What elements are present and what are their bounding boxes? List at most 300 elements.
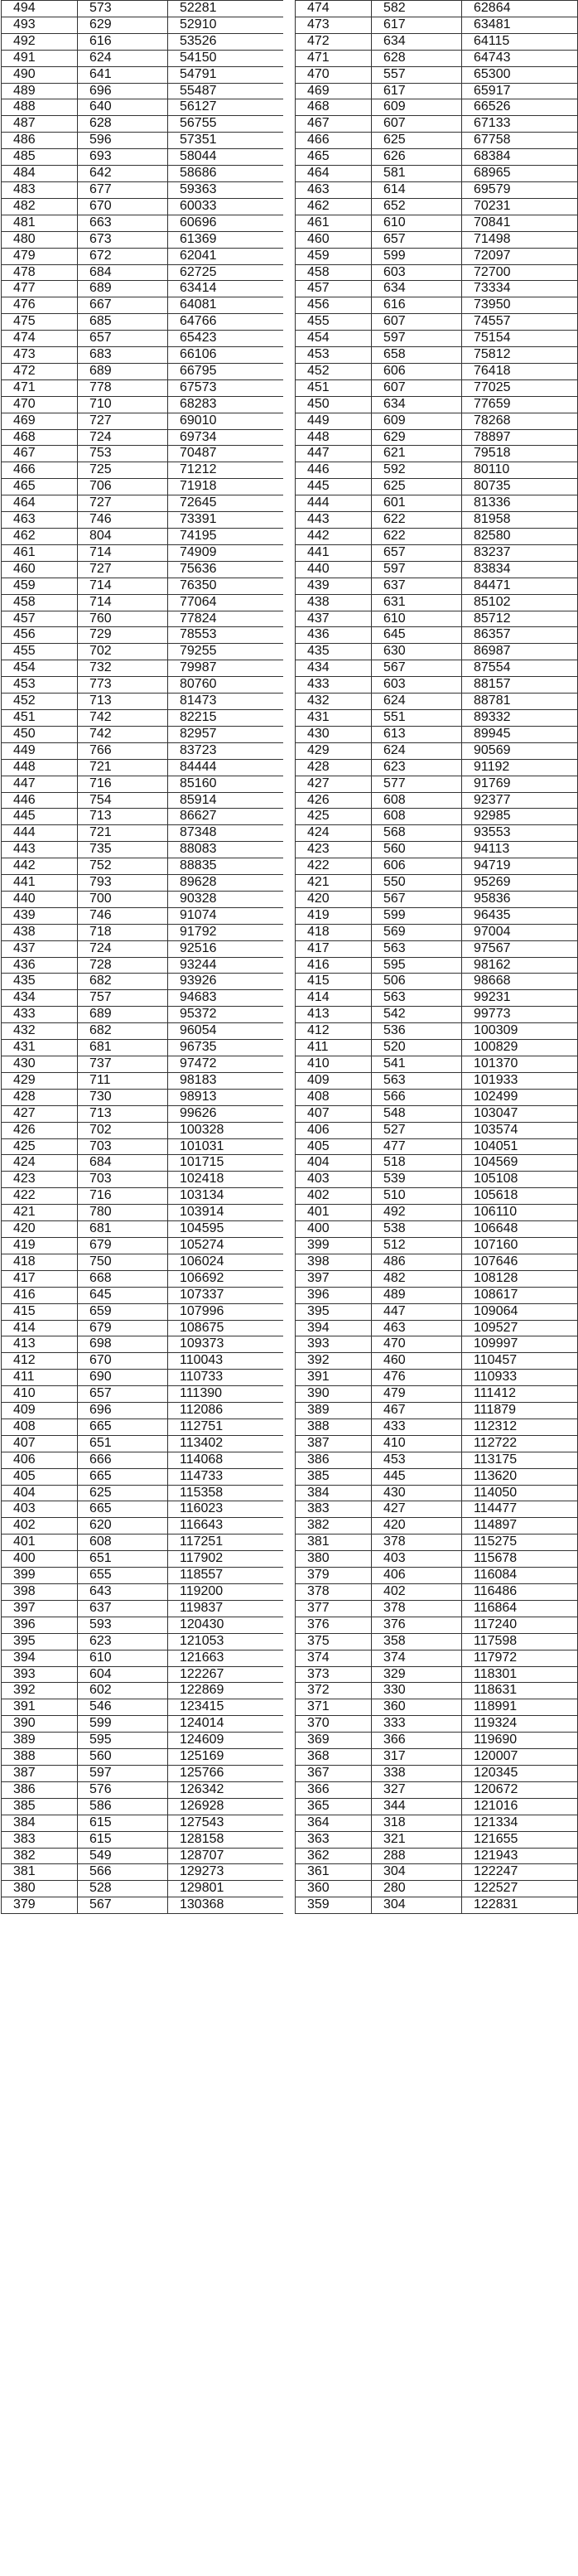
cumulative-cell: 119837 — [168, 1600, 284, 1617]
cumulative-cell: 69734 — [168, 429, 284, 446]
count-cell: 613 — [372, 726, 462, 742]
count-cell: 528 — [78, 1881, 168, 1897]
score-cell: 436 — [296, 627, 372, 644]
table-row — [2, 413, 284, 429]
table-row — [2, 1040, 284, 1056]
count-cell: 690 — [78, 1370, 168, 1386]
count-cell: 628 — [372, 50, 462, 66]
count-cell: 657 — [372, 544, 462, 561]
count-cell: 304 — [372, 1864, 462, 1881]
cumulative-cell: 102499 — [462, 1089, 578, 1105]
table-row — [2, 907, 284, 924]
cumulative-cell: 79987 — [168, 660, 284, 677]
table-row — [2, 924, 284, 940]
table-row — [296, 1798, 578, 1815]
count-cell: 702 — [78, 1122, 168, 1138]
count-cell: 366 — [372, 1733, 462, 1749]
count-cell: 657 — [372, 231, 462, 248]
count-cell: 724 — [78, 940, 168, 957]
score-cell: 482 — [2, 198, 78, 215]
cumulative-cell: 87554 — [462, 660, 578, 677]
cumulative-cell: 90569 — [462, 742, 578, 759]
table-row — [296, 1403, 578, 1419]
cumulative-cell: 91192 — [462, 759, 578, 776]
table-row — [296, 660, 578, 677]
table-row — [296, 66, 578, 83]
cumulative-cell: 71498 — [462, 231, 578, 248]
score-cell: 439 — [296, 578, 372, 594]
count-cell: 317 — [372, 1749, 462, 1766]
score-cell: 441 — [296, 544, 372, 561]
cumulative-cell: 109064 — [462, 1303, 578, 1320]
cumulative-cell: 67133 — [462, 116, 578, 133]
count-cell: 677 — [78, 181, 168, 198]
cumulative-cell: 71212 — [168, 462, 284, 479]
table-row — [2, 1221, 284, 1238]
count-cell: 682 — [78, 974, 168, 990]
score-cell: 464 — [2, 495, 78, 512]
score-cell: 406 — [296, 1122, 372, 1138]
cumulative-cell: 109373 — [168, 1336, 284, 1353]
cumulative-cell: 88835 — [168, 858, 284, 875]
table-row — [296, 1518, 578, 1534]
score-cell: 367 — [296, 1765, 372, 1781]
score-cell: 459 — [296, 248, 372, 264]
score-cell: 401 — [2, 1534, 78, 1551]
table-row — [296, 677, 578, 694]
count-cell: 344 — [372, 1798, 462, 1815]
count-cell: 430 — [372, 1485, 462, 1501]
count-cell: 667 — [78, 297, 168, 314]
cumulative-cell: 94113 — [462, 842, 578, 858]
count-cell: 659 — [78, 1303, 168, 1320]
table-row — [296, 1040, 578, 1056]
score-cell: 394 — [2, 1650, 78, 1666]
cumulative-cell: 91792 — [168, 924, 284, 940]
count-cell: 304 — [372, 1897, 462, 1914]
table-row — [296, 116, 578, 133]
count-cell: 645 — [372, 627, 462, 644]
count-cell: 620 — [78, 1518, 168, 1534]
cumulative-cell: 107337 — [168, 1287, 284, 1303]
score-cell: 369 — [296, 1733, 372, 1749]
count-cell: 624 — [78, 50, 168, 66]
cumulative-cell: 122831 — [462, 1897, 578, 1914]
cumulative-cell: 103914 — [168, 1205, 284, 1221]
score-cell: 469 — [2, 413, 78, 429]
count-cell: 445 — [372, 1468, 462, 1485]
table-row — [296, 1617, 578, 1633]
count-cell: 614 — [372, 181, 462, 198]
table-row — [296, 957, 578, 974]
score-cell: 490 — [2, 66, 78, 83]
cumulative-cell: 67573 — [168, 379, 284, 396]
score-cell: 465 — [2, 479, 78, 495]
count-cell: 610 — [78, 1650, 168, 1666]
table-row — [2, 974, 284, 990]
score-cell: 392 — [2, 1683, 78, 1699]
count-cell: 606 — [372, 363, 462, 379]
score-cell: 383 — [296, 1501, 372, 1518]
score-cell: 442 — [2, 858, 78, 875]
cumulative-cell: 116084 — [462, 1568, 578, 1584]
cumulative-cell: 80735 — [462, 479, 578, 495]
table-row — [296, 231, 578, 248]
score-cell: 393 — [296, 1336, 372, 1353]
cumulative-cell: 85712 — [462, 611, 578, 627]
count-cell: 476 — [372, 1370, 462, 1386]
cumulative-cell: 118991 — [462, 1699, 578, 1716]
count-cell: 460 — [372, 1353, 462, 1370]
count-cell: 716 — [78, 776, 168, 792]
score-cell: 479 — [2, 248, 78, 264]
count-cell: 651 — [78, 1551, 168, 1568]
count-cell: 696 — [78, 83, 168, 99]
cumulative-cell: 106648 — [462, 1221, 578, 1238]
score-cell: 467 — [296, 116, 372, 133]
cumulative-cell: 119200 — [168, 1584, 284, 1601]
cumulative-cell: 109997 — [462, 1336, 578, 1353]
count-cell: 617 — [372, 17, 462, 33]
table-row — [296, 99, 578, 116]
count-cell: 546 — [78, 1699, 168, 1716]
cumulative-cell: 70487 — [168, 446, 284, 462]
table-row — [2, 940, 284, 957]
count-cell: 689 — [78, 281, 168, 297]
score-cell: 399 — [2, 1568, 78, 1584]
score-cell: 471 — [296, 50, 372, 66]
table-row — [2, 1205, 284, 1221]
score-cell: 478 — [2, 264, 78, 281]
count-cell: 630 — [372, 644, 462, 660]
table-row — [2, 116, 284, 133]
table-gap — [283, 0, 295, 2576]
table-row — [296, 858, 578, 875]
count-cell: 378 — [372, 1600, 462, 1617]
count-cell: 728 — [78, 957, 168, 974]
cumulative-cell: 77064 — [168, 594, 284, 611]
cumulative-cell: 91769 — [462, 776, 578, 792]
count-cell: 376 — [372, 1617, 462, 1633]
score-cell: 408 — [296, 1089, 372, 1105]
count-cell: 683 — [78, 347, 168, 364]
score-cell: 395 — [2, 1633, 78, 1650]
table-row — [2, 1138, 284, 1155]
count-cell: 568 — [372, 825, 462, 842]
cumulative-cell: 64766 — [168, 314, 284, 331]
left-table-body — [2, 1, 284, 1914]
table-row — [2, 1633, 284, 1650]
score-cell: 485 — [2, 149, 78, 166]
score-cell: 433 — [296, 677, 372, 694]
score-cell: 430 — [2, 1056, 78, 1073]
count-cell: 668 — [78, 1270, 168, 1287]
count-cell: 634 — [372, 33, 462, 50]
table-row — [296, 1336, 578, 1353]
table-row — [296, 1600, 578, 1617]
table-row — [2, 1683, 284, 1699]
count-cell: 716 — [78, 1188, 168, 1205]
cumulative-cell: 108128 — [462, 1270, 578, 1287]
count-cell: 595 — [372, 957, 462, 974]
table-row — [296, 825, 578, 842]
table-row — [2, 1435, 284, 1452]
cumulative-cell: 91074 — [168, 907, 284, 924]
cumulative-cell: 122247 — [462, 1864, 578, 1881]
score-cell: 410 — [2, 1386, 78, 1403]
score-cell: 413 — [2, 1336, 78, 1353]
cumulative-cell: 120007 — [462, 1749, 578, 1766]
table-row — [296, 479, 578, 495]
table-row — [296, 413, 578, 429]
score-cell: 416 — [2, 1287, 78, 1303]
score-cell: 394 — [296, 1320, 372, 1336]
score-cell: 449 — [296, 413, 372, 429]
table-row — [296, 1666, 578, 1683]
score-cell: 407 — [296, 1105, 372, 1122]
cumulative-cell: 116643 — [168, 1518, 284, 1534]
score-cell: 383 — [2, 1831, 78, 1848]
table-row — [296, 627, 578, 644]
score-cell: 421 — [2, 1205, 78, 1221]
score-cell: 432 — [2, 1023, 78, 1040]
cumulative-cell: 97004 — [462, 924, 578, 940]
count-cell: 603 — [372, 677, 462, 694]
table-row — [296, 1650, 578, 1666]
score-cell: 397 — [2, 1600, 78, 1617]
table-row — [2, 1370, 284, 1386]
table-row — [296, 1056, 578, 1073]
table-row — [2, 1485, 284, 1501]
score-cell: 424 — [296, 825, 372, 842]
table-row — [296, 495, 578, 512]
score-cell: 391 — [2, 1699, 78, 1716]
count-cell: 665 — [78, 1468, 168, 1485]
score-cell: 415 — [296, 974, 372, 990]
count-cell: 742 — [78, 709, 168, 726]
table-row — [2, 1023, 284, 1040]
score-cell: 434 — [296, 660, 372, 677]
cumulative-cell: 68384 — [462, 149, 578, 166]
cumulative-cell: 72645 — [168, 495, 284, 512]
score-cell: 378 — [296, 1584, 372, 1601]
count-cell: 698 — [78, 1336, 168, 1353]
score-cell: 418 — [296, 924, 372, 940]
cumulative-cell: 93926 — [168, 974, 284, 990]
count-cell: 625 — [372, 479, 462, 495]
count-cell: 539 — [372, 1172, 462, 1188]
table-row — [296, 544, 578, 561]
score-cell: 365 — [296, 1798, 372, 1815]
table-row — [296, 83, 578, 99]
table-row — [296, 363, 578, 379]
count-cell: 658 — [372, 347, 462, 364]
score-cell: 380 — [2, 1881, 78, 1897]
count-cell: 616 — [78, 33, 168, 50]
cumulative-cell: 66795 — [168, 363, 284, 379]
count-cell: 651 — [78, 1435, 168, 1452]
score-cell: 412 — [296, 1023, 372, 1040]
score-cell: 451 — [2, 709, 78, 726]
score-cell: 427 — [296, 776, 372, 792]
left-score-table — [1, 0, 284, 1914]
cumulative-cell: 127543 — [168, 1815, 284, 1831]
count-cell: 713 — [78, 1105, 168, 1122]
score-cell: 396 — [2, 1617, 78, 1633]
cumulative-cell: 114050 — [462, 1485, 578, 1501]
cumulative-cell: 88781 — [462, 694, 578, 710]
count-cell: 280 — [372, 1881, 462, 1897]
count-cell: 610 — [372, 611, 462, 627]
count-cell: 672 — [78, 248, 168, 264]
count-cell: 670 — [78, 1353, 168, 1370]
table-row — [2, 611, 284, 627]
count-cell: 727 — [78, 495, 168, 512]
table-row — [296, 1749, 578, 1766]
score-cell: 434 — [2, 990, 78, 1007]
score-cell: 362 — [296, 1848, 372, 1864]
count-cell: 684 — [78, 264, 168, 281]
score-cell: 386 — [2, 1781, 78, 1798]
count-cell: 714 — [78, 594, 168, 611]
count-cell: 804 — [78, 529, 168, 545]
cumulative-cell: 68965 — [462, 166, 578, 182]
table-row — [296, 331, 578, 347]
table-row — [296, 1551, 578, 1568]
count-cell: 433 — [372, 1418, 462, 1435]
count-cell: 693 — [78, 149, 168, 166]
score-cell: 436 — [2, 957, 78, 974]
count-cell: 510 — [372, 1188, 462, 1205]
score-cell: 466 — [296, 133, 372, 149]
score-cell: 492 — [2, 33, 78, 50]
cumulative-cell: 121943 — [462, 1848, 578, 1864]
count-cell: 793 — [78, 875, 168, 892]
score-cell: 395 — [296, 1303, 372, 1320]
table-row — [296, 611, 578, 627]
cumulative-cell: 78553 — [168, 627, 284, 644]
table-row — [2, 578, 284, 594]
table-row — [2, 1336, 284, 1353]
score-cell: 397 — [296, 1270, 372, 1287]
table-row — [296, 1353, 578, 1370]
score-cell: 413 — [296, 1007, 372, 1023]
score-cell: 448 — [2, 759, 78, 776]
count-cell: 665 — [78, 1418, 168, 1435]
table-row — [296, 1501, 578, 1518]
count-cell: 512 — [372, 1237, 462, 1254]
score-cell: 437 — [2, 940, 78, 957]
score-cell: 422 — [2, 1188, 78, 1205]
score-cell: 390 — [296, 1386, 372, 1403]
count-cell: 681 — [78, 1221, 168, 1238]
count-cell: 624 — [372, 742, 462, 759]
count-cell: 760 — [78, 611, 168, 627]
cumulative-cell: 107160 — [462, 1237, 578, 1254]
score-cell: 467 — [2, 446, 78, 462]
count-cell: 406 — [372, 1568, 462, 1584]
count-cell: 681 — [78, 1040, 168, 1056]
table-row — [2, 990, 284, 1007]
score-cell: 474 — [2, 331, 78, 347]
table-row — [296, 17, 578, 33]
cumulative-cell: 93244 — [168, 957, 284, 974]
count-cell: 673 — [78, 231, 168, 248]
count-cell: 288 — [372, 1848, 462, 1864]
score-cell: 476 — [2, 297, 78, 314]
count-cell: 463 — [372, 1320, 462, 1336]
score-cell: 404 — [2, 1485, 78, 1501]
table-row — [296, 1485, 578, 1501]
score-cell: 445 — [2, 809, 78, 825]
score-cell: 454 — [2, 660, 78, 677]
score-cell: 429 — [2, 1072, 78, 1089]
score-cell: 377 — [296, 1600, 372, 1617]
cumulative-cell: 94719 — [462, 858, 578, 875]
table-row — [2, 825, 284, 842]
cumulative-cell: 76418 — [462, 363, 578, 379]
cumulative-cell: 126928 — [168, 1798, 284, 1815]
count-cell: 427 — [372, 1501, 462, 1518]
table-row — [296, 1254, 578, 1270]
cumulative-cell: 110733 — [168, 1370, 284, 1386]
count-cell: 420 — [372, 1518, 462, 1534]
table-row — [296, 1831, 578, 1848]
score-cell: 493 — [2, 17, 78, 33]
count-cell: 447 — [372, 1303, 462, 1320]
cumulative-cell: 102418 — [168, 1172, 284, 1188]
table-row — [296, 314, 578, 331]
count-cell: 752 — [78, 858, 168, 875]
count-cell: 742 — [78, 726, 168, 742]
count-cell: 753 — [78, 446, 168, 462]
table-row — [2, 1270, 284, 1287]
cumulative-cell: 97472 — [168, 1056, 284, 1073]
table-row — [2, 231, 284, 248]
score-cell: 470 — [296, 66, 372, 83]
count-cell: 402 — [372, 1584, 462, 1601]
count-cell: 645 — [78, 1287, 168, 1303]
table-row — [2, 1089, 284, 1105]
count-cell: 665 — [78, 1501, 168, 1518]
count-cell: 737 — [78, 1056, 168, 1073]
table-row — [296, 264, 578, 281]
table-row — [296, 578, 578, 594]
count-cell: 606 — [372, 858, 462, 875]
score-cell: 469 — [296, 83, 372, 99]
score-cell: 428 — [2, 1089, 78, 1105]
table-row — [296, 1864, 578, 1881]
cumulative-cell: 98162 — [462, 957, 578, 974]
table-row — [2, 1881, 284, 1897]
table-row — [2, 198, 284, 215]
score-cell: 483 — [2, 181, 78, 198]
table-row — [2, 1501, 284, 1518]
count-cell: 766 — [78, 742, 168, 759]
score-cell: 460 — [2, 561, 78, 578]
cumulative-cell: 86357 — [462, 627, 578, 644]
table-row — [2, 1518, 284, 1534]
cumulative-cell: 121053 — [168, 1633, 284, 1650]
score-cell: 375 — [296, 1633, 372, 1650]
cumulative-cell: 67758 — [462, 133, 578, 149]
table-row — [296, 1435, 578, 1452]
count-cell: 604 — [78, 1666, 168, 1683]
table-row — [2, 66, 284, 83]
count-cell: 750 — [78, 1254, 168, 1270]
table-row — [2, 396, 284, 413]
cumulative-cell: 98913 — [168, 1089, 284, 1105]
